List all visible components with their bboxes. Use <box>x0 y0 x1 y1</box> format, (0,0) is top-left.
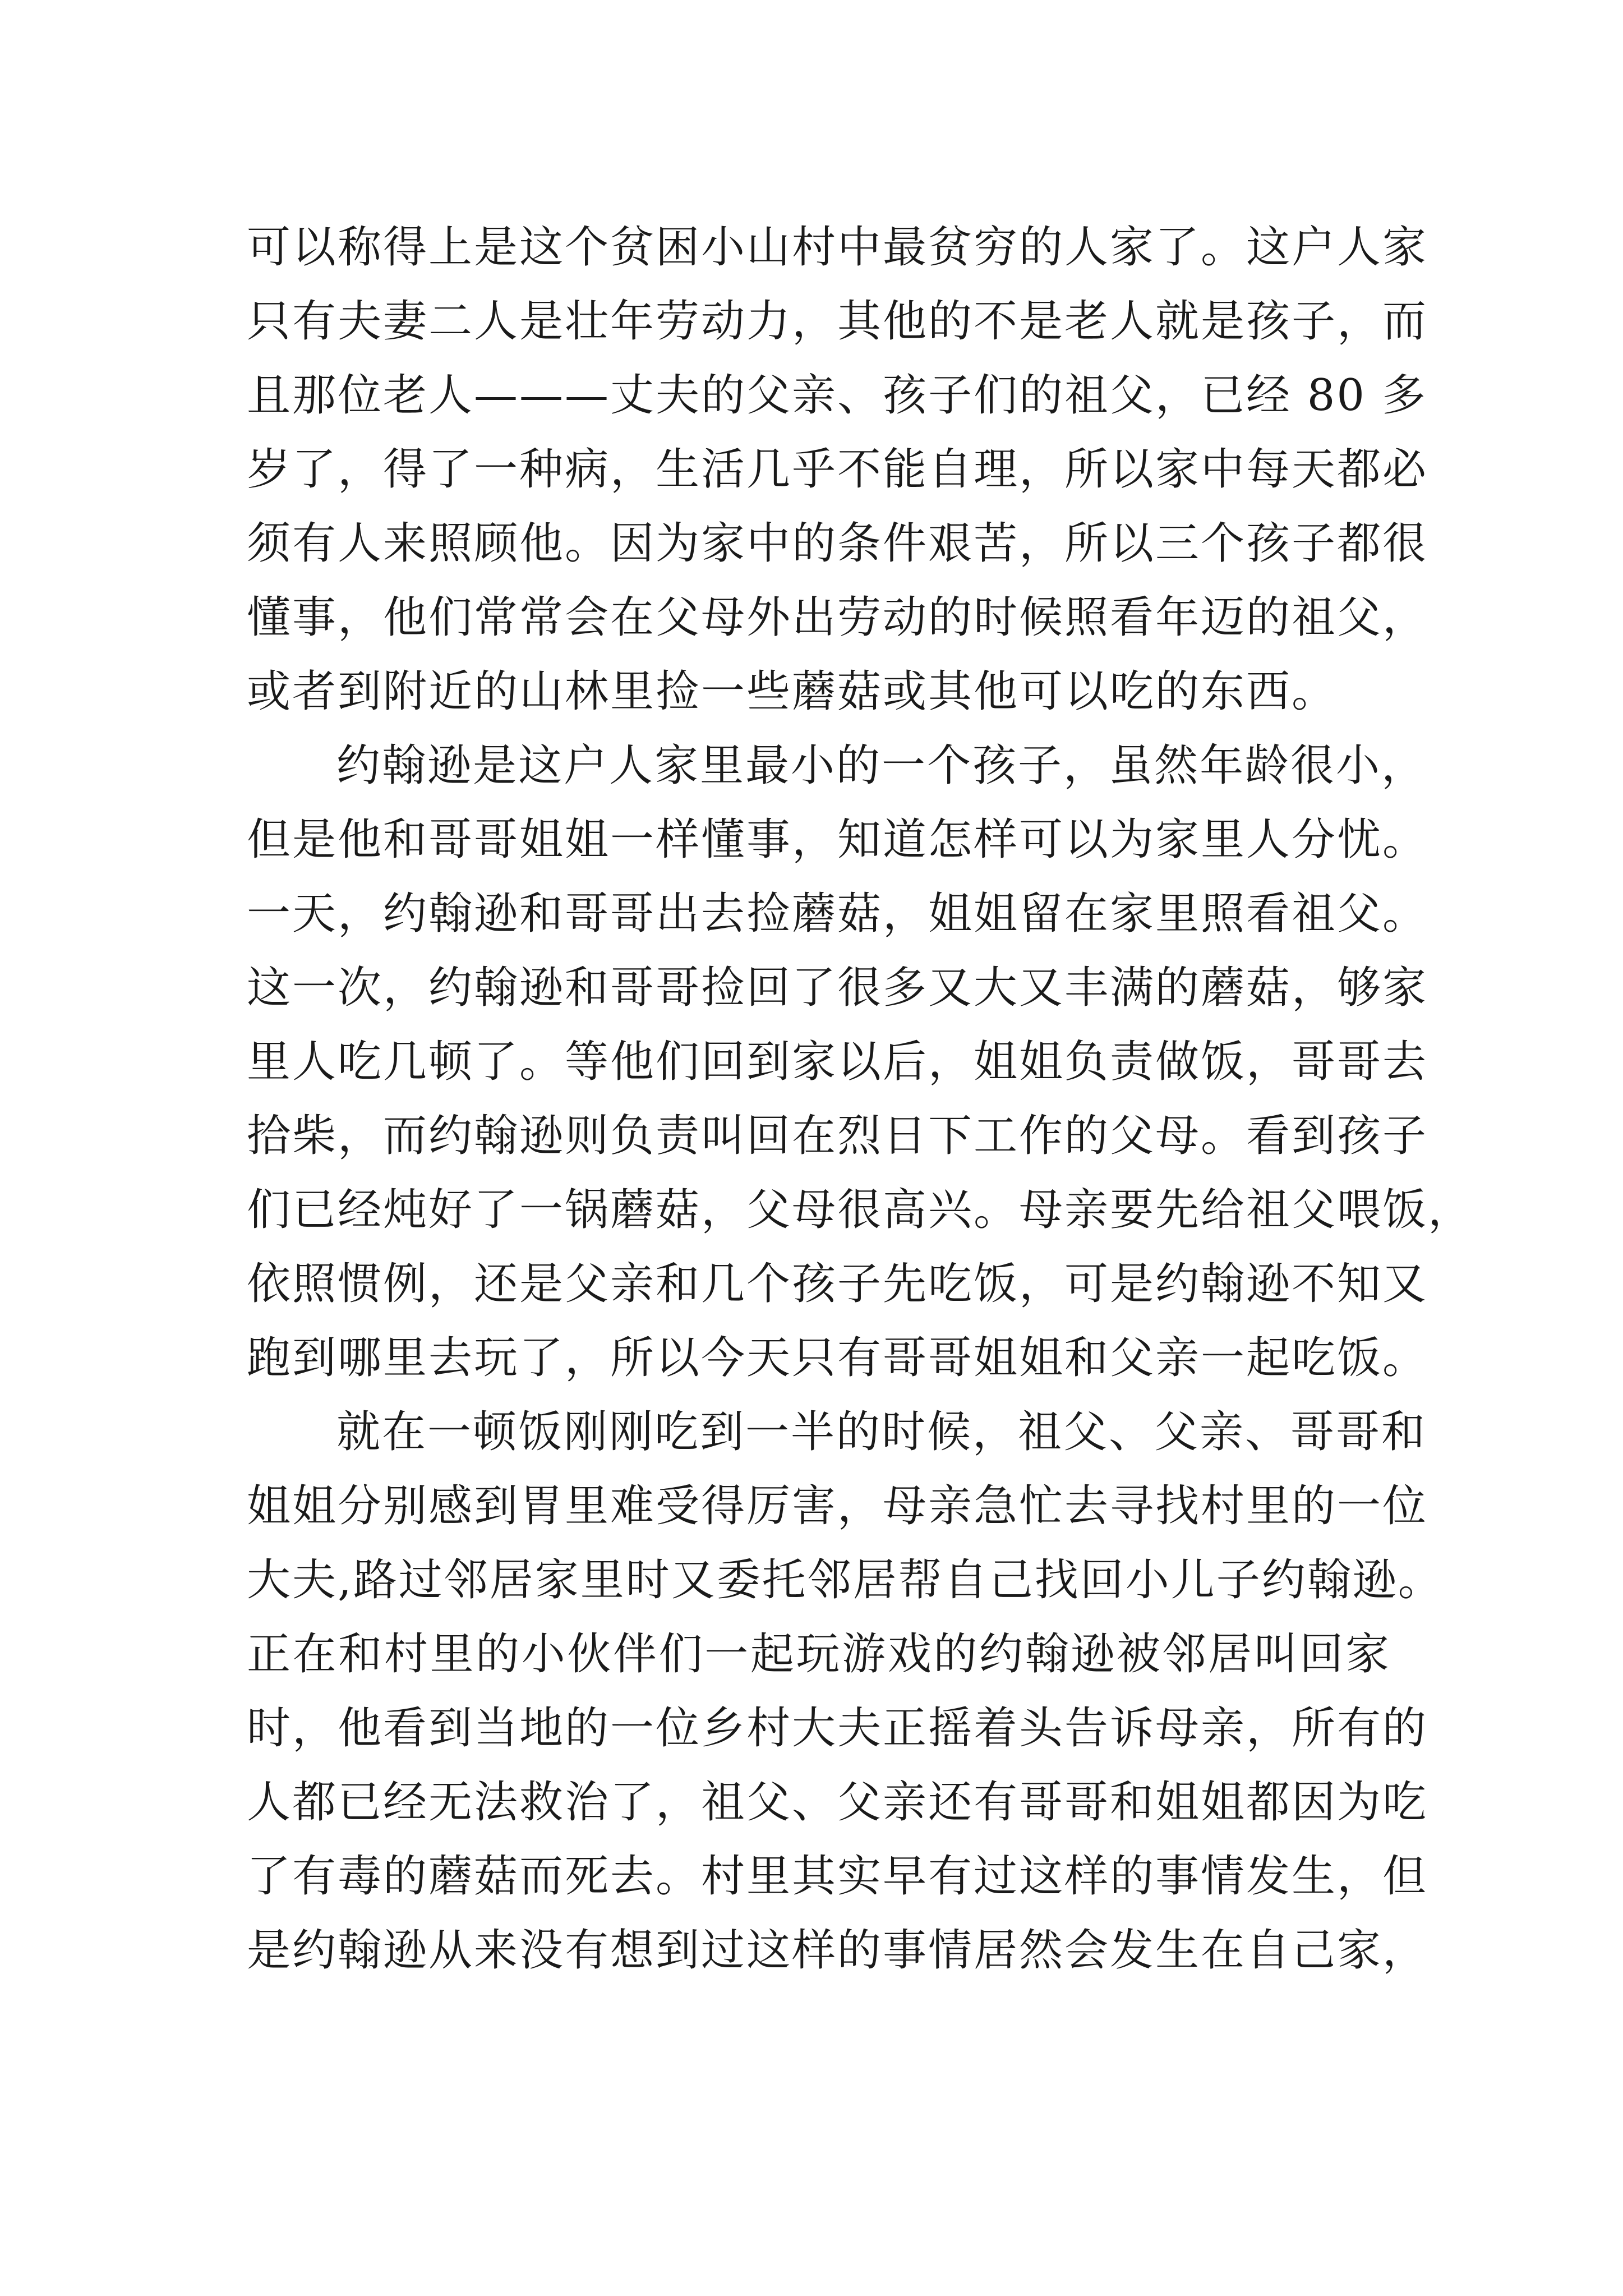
text-line: 一天，约翰逊和哥哥出去捡蘑菇，姐姐留在家里照看祖父。 <box>247 889 1428 939</box>
text-line: 岁了，得了一种病，生活几乎不能自理，所以家中每天都必 <box>247 444 1428 495</box>
text-line: 懂事，他们常常会在父母外出劳动的时候照看年迈的祖父， <box>247 592 1428 643</box>
text-line: 正在和村里的小伙伴们一起玩游戏的约翰逊被邻居叫回家 <box>247 1629 1391 1680</box>
text-line: 姐姐分别感到胃里难受得厉害，母亲急忙去寻找村里的一位 <box>247 1481 1428 1531</box>
text-line: 跑到哪里去玩了，所以今天只有哥哥姐姐和父亲一起吃饭。 <box>247 1333 1428 1383</box>
text-line: 人都已经无法救治了，祖父、父亲还有哥哥和姐姐都因为吃 <box>247 1777 1428 1828</box>
text-line: 这一次，约翰逊和哥哥捡回了很多又大又丰满的蘑菇，够家 <box>247 963 1428 1013</box>
text-line: 约翰逊是这户人家里最小的一个孩子，虽然年龄很小， <box>336 740 1427 791</box>
paragraph-3 <box>247 1395 1444 1987</box>
text-line: 是约翰逊从来没有想到过这样的事情居然会发生在自己家， <box>247 1925 1428 1976</box>
text-line: 且那位老人———丈夫的父亲、孩子们的祖父，已经 80 多 <box>247 370 1427 421</box>
text-line: 须有人来照顾他。因为家中的条件艰苦，所以三个孩子都很 <box>247 518 1428 569</box>
paragraph-1 <box>247 210 1428 729</box>
text-line: 了有毒的蘑菇而死去。村里其实早有过这样的事情发生，但 <box>247 1851 1428 1902</box>
text-line: 们已经炖好了一锅蘑菇，父母很高兴。母亲要先给祖父喂饭， <box>247 1185 1474 1235</box>
text-line: 里人吃几顿了。等他们回到家以后，姐姐负责做饭，哥哥去 <box>247 1037 1428 1087</box>
text-line: 只有夫妻二人是壮年劳动力，其他的不是老人就是孩子，而 <box>247 296 1428 347</box>
text-line: 拾柴，而约翰逊则负责叫回在烈日下工作的父母。看到孩子 <box>247 1111 1428 1161</box>
text-line: 大夫,路过邻居家里时又委托邻居帮自己找回小儿子约翰逊。 <box>247 1555 1444 1605</box>
text-line: 可以称得上是这个贫困小山村中最贫穷的人家了。这户人家 <box>247 222 1428 273</box>
text-line: 就在一顿饭刚刚吃到一半的时候，祖父、父亲、哥哥和 <box>336 1407 1427 1457</box>
text-line: 依照惯例，还是父亲和几个孩子先吃饭，可是约翰逊不知又 <box>247 1259 1428 1309</box>
text-line: 时，他看到当地的一位乡村大夫正摇着头告诉母亲，所有的 <box>247 1703 1428 1754</box>
text-line: 但是他和哥哥姐姐一样懂事，知道怎样可以为家里人分忧。 <box>247 815 1428 865</box>
paragraph-2 <box>247 729 1474 1395</box>
text-line: 或者到附近的山林里捡一些蘑菇或其他可以吃的东西。 <box>247 666 1338 717</box>
body-text <box>247 210 1474 1987</box>
